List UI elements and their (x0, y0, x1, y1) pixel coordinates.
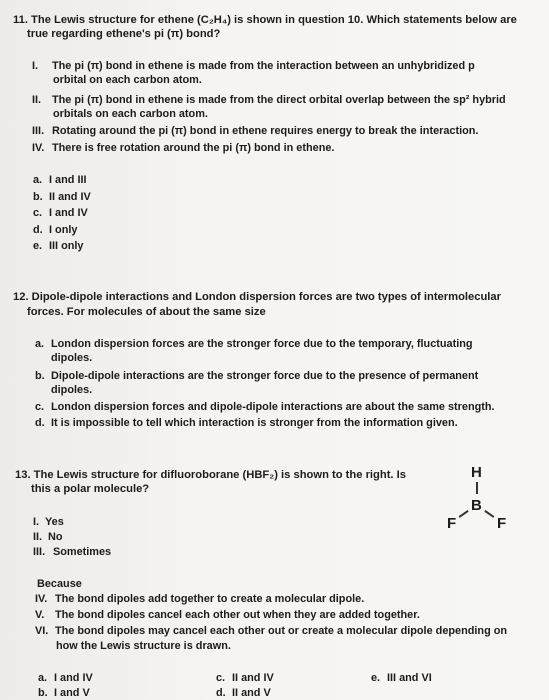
statement-number: III. (32, 125, 45, 137)
q13-because-label: Because (37, 578, 82, 590)
choice-text: I and V (54, 687, 90, 699)
statement-number: II. (32, 94, 42, 106)
q11-stem-line1: 11. The Lewis structure for ethene (C₂H₄) is shown in question 10. Which statements below are (13, 14, 517, 26)
choice-letter: e. (33, 240, 43, 252)
q13-option-1 (33, 516, 64, 529)
q13-choice-a (38, 672, 93, 685)
q13-choice-b (38, 687, 90, 700)
q13-choice-d (216, 687, 271, 700)
reason-text: The bond dipoles may cancel each other out or create a molecular dipole depending on (55, 625, 508, 637)
q11-choice-d (33, 224, 77, 237)
q11-statement-3 (32, 125, 478, 138)
q12-choice-a-cont: dipoles. (51, 352, 93, 364)
choice-text: London dispersion forces and dipole-dipole interactions are about the same strength. (51, 401, 495, 413)
option-number: I. (33, 516, 40, 528)
atom-h: H (471, 464, 482, 481)
choice-text: I and IV (54, 672, 93, 684)
option-number: II. (33, 531, 43, 543)
q13-reason-5 (35, 609, 420, 622)
q11-statement-2 (32, 94, 506, 107)
q11-statement-2-cont: orbitals on each carbon atom. (53, 108, 208, 120)
q12-stem-line2: forces. For molecules of about the same size (27, 306, 266, 318)
q13-reason-6-cont: how the Lewis structure is drawn. (56, 640, 231, 652)
q11-choice-a (33, 174, 87, 187)
choice-text: It is impossible to tell which interaction is stronger from the information given. (51, 417, 458, 429)
q12-choice-b-cont: dipoles. (51, 384, 93, 396)
q13-choice-e (371, 672, 432, 685)
choice-letter: a. (38, 672, 48, 684)
reason-number: V. (35, 609, 45, 621)
choice-text: II and IV (232, 672, 274, 684)
choice-text: II and IV (49, 191, 91, 203)
choice-text: London dispersion forces are the stronger force due to the temporary, fluctuating (51, 338, 473, 350)
choice-text: I and III (49, 174, 87, 186)
choice-letter: e. (371, 672, 381, 684)
choice-letter: d. (216, 687, 226, 699)
statement-text: The pi (π) bond in ethene is made from the direct orbital overlap between the sp² hybrid (52, 94, 506, 106)
statement-text: The pi (π) bond in ethene is made from the interaction between an unhybridized p (52, 60, 475, 72)
option-text: No (48, 531, 63, 543)
q11-choice-c (33, 207, 88, 220)
q13-choice-c (216, 672, 274, 685)
atom-b: B (471, 497, 482, 514)
option-number: III. (33, 546, 46, 558)
choice-letter: c. (35, 401, 45, 413)
q12-choice-b (35, 370, 478, 383)
bond-h-b (476, 482, 478, 494)
statement-text: There is free rotation around the pi (π) bond in ethene. (52, 142, 335, 154)
q11-stem-line2: true regarding ethene's pi (π) bond? (27, 28, 221, 40)
q12-choice-c (35, 401, 495, 414)
q13-option-2 (33, 531, 63, 544)
option-text: Yes (45, 516, 64, 528)
bond-b-f-right (485, 510, 495, 518)
choice-letter: c. (33, 207, 43, 219)
choice-letter: d. (33, 224, 43, 236)
statement-text: Rotating around the pi (π) bond in ethene requires energy to break the interaction. (52, 125, 479, 137)
choice-letter: a. (35, 338, 45, 350)
q12-choice-d (35, 417, 458, 430)
choice-letter: b. (38, 687, 48, 699)
reason-number: IV. (35, 593, 48, 605)
q13-reason-4 (35, 593, 364, 606)
q11-choice-b (33, 191, 91, 204)
choice-letter: b. (33, 191, 43, 203)
reason-number: VI. (35, 625, 49, 637)
choice-text: II and V (232, 687, 271, 699)
q12-choice-a (35, 338, 473, 351)
q13-stem-line2: this a polar molecule? (31, 483, 150, 495)
choice-text: I and IV (49, 207, 88, 219)
q11-statement-1 (32, 60, 475, 73)
choice-letter: d. (35, 417, 45, 429)
q11-statement-4 (32, 142, 334, 155)
option-text: Sometimes (53, 546, 112, 558)
q13-stem-line1: 13. The Lewis structure for difluoroborane (HBF₂) is shown to the right. Is (15, 469, 406, 481)
reason-text: The bond dipoles add together to create a molecular dipole. (55, 593, 365, 605)
bond-b-f-left (459, 510, 469, 518)
q12-stem-line1: 12. Dipole-dipole interactions and London dispersion forces are two types of intermolecular (13, 291, 501, 303)
atom-f-left: F (447, 515, 457, 532)
q11-choice-e (33, 240, 84, 253)
q13-reason-6 (35, 625, 507, 638)
choice-text: III and VI (387, 672, 432, 684)
q11-statement-1-cont: orbital on each carbon atom. (53, 74, 202, 86)
statement-number: I. (32, 60, 39, 72)
choice-text: I only (49, 224, 78, 236)
choice-text: III only (49, 240, 84, 252)
choice-letter: b. (35, 370, 45, 382)
choice-letter: a. (33, 174, 43, 186)
choice-letter: c. (216, 672, 226, 684)
statement-number: IV. (32, 142, 45, 154)
choice-text: Dipole-dipole interactions are the stronger force due to the presence of permanent (51, 370, 479, 382)
reason-text: The bond dipoles cancel each other out when they are added together. (55, 609, 420, 621)
q13-option-3 (33, 546, 111, 559)
atom-f-right: F (497, 515, 507, 532)
